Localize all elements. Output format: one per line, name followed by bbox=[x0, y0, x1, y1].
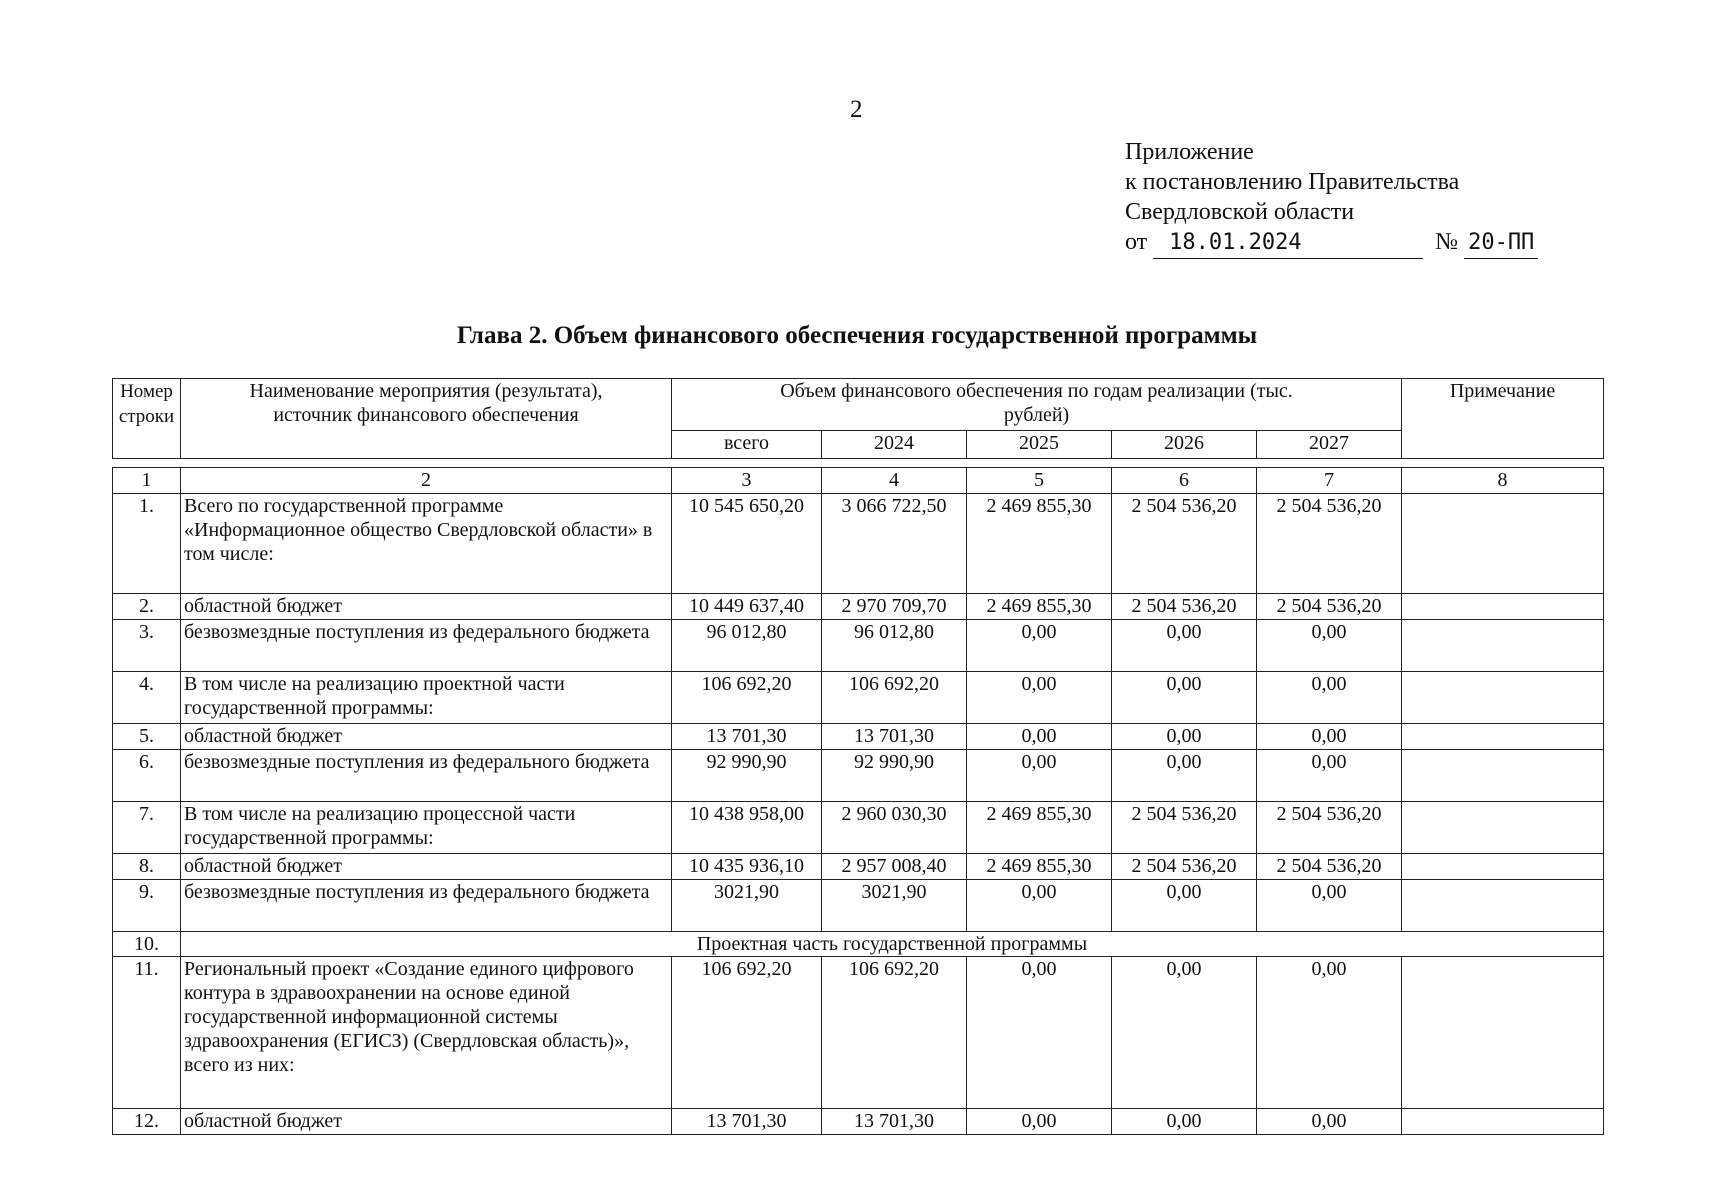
cell-y2024: 13 701,30 bbox=[822, 724, 967, 750]
cell-y2024: 92 990,90 bbox=[822, 750, 967, 802]
row-name: В том числе на реализацию проектной части государственной программы: bbox=[181, 672, 672, 724]
header-year-2025: 2025 bbox=[967, 431, 1112, 459]
column-index-6: 6 bbox=[1112, 468, 1257, 494]
cell-y2025: 2 469 855,30 bbox=[967, 854, 1112, 880]
column-index-3: 3 bbox=[672, 468, 822, 494]
cell-y2025: 0,00 bbox=[967, 620, 1112, 672]
row-name: безвозмездные поступления из федерального бюджета bbox=[181, 750, 672, 802]
cell-y2026: 0,00 bbox=[1112, 880, 1257, 932]
column-index-5: 5 bbox=[967, 468, 1112, 494]
appendix-line-3: Свердловской области bbox=[1125, 199, 1355, 225]
row-number: 9. bbox=[113, 880, 181, 932]
cell-note bbox=[1402, 957, 1604, 1109]
row-number: 6. bbox=[113, 750, 181, 802]
cell-y2026: 0,00 bbox=[1112, 957, 1257, 1109]
header-row-number: Номер строки bbox=[113, 379, 181, 459]
table-row bbox=[113, 594, 1604, 620]
column-index-8: 8 bbox=[1402, 468, 1604, 494]
page-number: 2 bbox=[850, 96, 863, 123]
cell-y2026: 0,00 bbox=[1112, 750, 1257, 802]
cell-y2026: 2 504 536,20 bbox=[1112, 494, 1257, 594]
cell-y2024: 2 970 709,70 bbox=[822, 594, 967, 620]
cell-total: 3021,90 bbox=[672, 880, 822, 932]
cell-y2024: 3 066 722,50 bbox=[822, 494, 967, 594]
row-number: 7. bbox=[113, 802, 181, 854]
cell-y2025: 0,00 bbox=[967, 1109, 1112, 1135]
row-name: областной бюджет bbox=[181, 594, 672, 620]
cell-y2027: 2 504 536,20 bbox=[1257, 854, 1402, 880]
cell-y2027: 2 504 536,20 bbox=[1257, 802, 1402, 854]
row-name: областной бюджет bbox=[181, 1109, 672, 1135]
row-number: 12. bbox=[113, 1109, 181, 1135]
column-index-4: 4 bbox=[822, 468, 967, 494]
row-number: 1. bbox=[113, 494, 181, 594]
row-name: безвозмездные поступления из федерального бюджета bbox=[181, 620, 672, 672]
table-row bbox=[113, 932, 1604, 957]
cell-note bbox=[1402, 802, 1604, 854]
row-name: В том числе на реализацию процессной части государственной программы: bbox=[181, 802, 672, 854]
cell-total: 106 692,20 bbox=[672, 672, 822, 724]
cell-y2025: 2 469 855,30 bbox=[967, 594, 1112, 620]
header-name: Наименование мероприятия (результата), источник финансового обеспечения bbox=[181, 379, 672, 459]
cell-y2024: 2 960 030,30 bbox=[822, 802, 967, 854]
cell-total: 10 449 637,40 bbox=[672, 594, 822, 620]
cell-y2024: 106 692,20 bbox=[822, 672, 967, 724]
row-number: 11. bbox=[113, 957, 181, 1109]
column-index-row bbox=[113, 468, 1604, 494]
document-number: 20-ПП bbox=[1464, 228, 1538, 259]
cell-y2025: 0,00 bbox=[967, 957, 1112, 1109]
cell-total: 96 012,80 bbox=[672, 620, 822, 672]
row-name: безвозмездные поступления из федерального бюджета bbox=[181, 880, 672, 932]
cell-y2026: 0,00 bbox=[1112, 724, 1257, 750]
cell-note bbox=[1402, 620, 1604, 672]
cell-y2027: 0,00 bbox=[1257, 880, 1402, 932]
row-number: 4. bbox=[113, 672, 181, 724]
cell-total: 106 692,20 bbox=[672, 957, 822, 1109]
cell-y2026: 2 504 536,20 bbox=[1112, 854, 1257, 880]
table-row bbox=[113, 724, 1604, 750]
cell-y2027: 0,00 bbox=[1257, 672, 1402, 724]
table-row bbox=[113, 957, 1604, 1109]
appendix-line-1: Приложение bbox=[1125, 139, 1254, 165]
row-name: областной бюджет bbox=[181, 724, 672, 750]
date-prefix: от bbox=[1125, 229, 1148, 255]
number-prefix: № bbox=[1435, 229, 1459, 255]
cell-note bbox=[1402, 594, 1604, 620]
cell-y2026: 2 504 536,20 bbox=[1112, 594, 1257, 620]
document-date: 18.01.2024 bbox=[1153, 228, 1423, 259]
cell-total: 10 438 958,00 bbox=[672, 802, 822, 854]
cell-y2027: 0,00 bbox=[1257, 957, 1402, 1109]
cell-note bbox=[1402, 750, 1604, 802]
header-volume: Объем финансового обеспечения по годам реализации (тыс. рублей) bbox=[672, 379, 1402, 431]
row-number: 10. bbox=[113, 932, 181, 957]
table-row bbox=[113, 1109, 1604, 1135]
row-name: областной бюджет bbox=[181, 854, 672, 880]
appendix-date-line bbox=[1125, 227, 1538, 259]
cell-total: 10 435 936,10 bbox=[672, 854, 822, 880]
cell-y2026: 0,00 bbox=[1112, 620, 1257, 672]
cell-note bbox=[1402, 880, 1604, 932]
cell-y2024: 106 692,20 bbox=[822, 957, 967, 1109]
column-index-7: 7 bbox=[1257, 468, 1402, 494]
cell-y2026: 0,00 bbox=[1112, 672, 1257, 724]
cell-y2025: 2 469 855,30 bbox=[967, 494, 1112, 594]
cell-y2024: 96 012,80 bbox=[822, 620, 967, 672]
cell-total: 13 701,30 bbox=[672, 1109, 822, 1135]
table-row bbox=[113, 802, 1604, 854]
row-number: 2. bbox=[113, 594, 181, 620]
row-number: 5. bbox=[113, 724, 181, 750]
cell-note bbox=[1402, 1109, 1604, 1135]
cell-total: 92 990,90 bbox=[672, 750, 822, 802]
cell-y2027: 0,00 bbox=[1257, 1109, 1402, 1135]
cell-y2026: 2 504 536,20 bbox=[1112, 802, 1257, 854]
cell-y2027: 0,00 bbox=[1257, 620, 1402, 672]
table-row bbox=[113, 620, 1604, 672]
cell-note bbox=[1402, 672, 1604, 724]
cell-y2025: 0,00 bbox=[967, 672, 1112, 724]
table-header bbox=[112, 378, 1604, 459]
row-number: 8. bbox=[113, 854, 181, 880]
header-note: Примечание bbox=[1402, 379, 1604, 459]
section-heading: Проектная часть государственной программы bbox=[181, 932, 1604, 957]
cell-total: 10 545 650,20 bbox=[672, 494, 822, 594]
cell-y2027: 0,00 bbox=[1257, 750, 1402, 802]
cell-note bbox=[1402, 854, 1604, 880]
cell-y2027: 2 504 536,20 bbox=[1257, 494, 1402, 594]
cell-y2024: 2 957 008,40 bbox=[822, 854, 967, 880]
cell-y2025: 0,00 bbox=[967, 880, 1112, 932]
cell-y2026: 0,00 bbox=[1112, 1109, 1257, 1135]
header-year-2027: 2027 bbox=[1257, 431, 1402, 459]
header-year-2024: 2024 bbox=[822, 431, 967, 459]
row-name: Всего по государственной программе «Информационное общество Свердловской области» в том числе: bbox=[181, 494, 672, 594]
cell-y2027: 2 504 536,20 bbox=[1257, 594, 1402, 620]
table-row bbox=[113, 750, 1604, 802]
financing-table bbox=[112, 467, 1604, 1135]
cell-y2025: 0,00 bbox=[967, 750, 1112, 802]
row-number: 3. bbox=[113, 620, 181, 672]
document-title: Глава 2. Объем финансового обеспечения государственной программы bbox=[456, 322, 1258, 349]
table-row bbox=[113, 880, 1604, 932]
cell-y2024: 3021,90 bbox=[822, 880, 967, 932]
cell-y2025: 2 469 855,30 bbox=[967, 802, 1112, 854]
header-total: всего bbox=[672, 431, 822, 459]
cell-note bbox=[1402, 724, 1604, 750]
cell-y2025: 0,00 bbox=[967, 724, 1112, 750]
cell-note bbox=[1402, 494, 1604, 594]
table-row bbox=[113, 672, 1604, 724]
table-row bbox=[113, 854, 1604, 880]
cell-y2027: 0,00 bbox=[1257, 724, 1402, 750]
appendix-line-2: к постановлению Правительства bbox=[1125, 169, 1460, 195]
header-year-2026: 2026 bbox=[1112, 431, 1257, 459]
appendix-block bbox=[1125, 137, 1538, 259]
column-index-1: 1 bbox=[113, 468, 181, 494]
column-index-2: 2 bbox=[181, 468, 672, 494]
cell-y2024: 13 701,30 bbox=[822, 1109, 967, 1135]
table-row bbox=[113, 494, 1604, 594]
row-name: Региональный проект «Создание единого цифрового контура в здравоохранении на основе единой государственной информационной системы здравоохранения (ЕГИСЗ) (Свердловская область)», всего из них: bbox=[181, 957, 672, 1109]
cell-total: 13 701,30 bbox=[672, 724, 822, 750]
